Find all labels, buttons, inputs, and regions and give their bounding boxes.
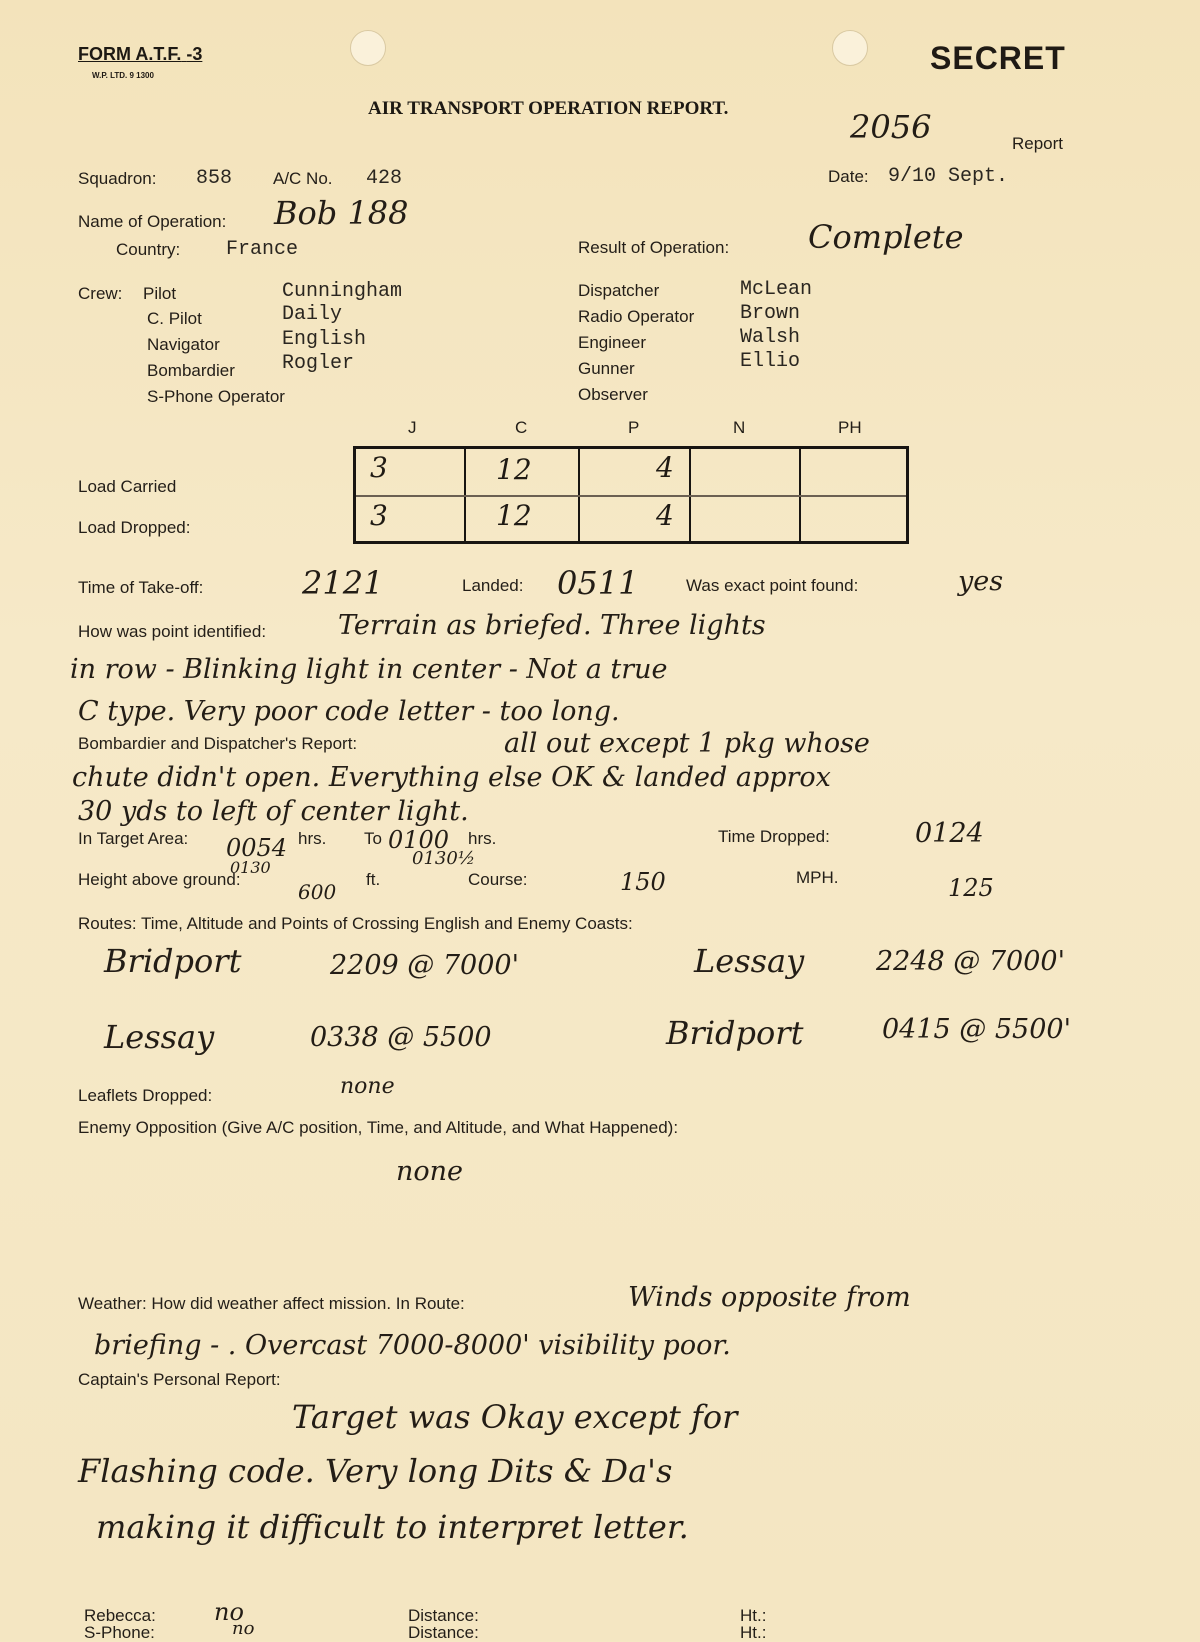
navigator-value: English <box>282 328 367 351</box>
load-carried-c: 12 <box>496 453 532 486</box>
identified-line-2: in row - Blinking light in center - Not a true <box>70 654 668 685</box>
route-1-time: 2209 @ 7000' <box>330 950 520 981</box>
result-value: Complete <box>808 218 964 256</box>
height-value: 600 <box>298 880 337 904</box>
captain-line-1: Target was Okay except for <box>292 1398 738 1436</box>
identified-label: How was point identified: <box>78 622 267 641</box>
pilot-value: Cunningham <box>282 280 403 303</box>
time-dropped-value: 0124 <box>915 818 984 849</box>
load-table <box>353 446 909 544</box>
load-col-c: C <box>515 418 528 437</box>
navigator-label: Navigator <box>147 335 220 354</box>
height-label: Height above ground: <box>78 870 241 889</box>
copilot-value: Daily <box>282 303 343 326</box>
crew-label: Crew: <box>78 284 123 303</box>
target-from-value: 0054 <box>226 834 288 862</box>
load-col-ph: PH <box>838 418 862 437</box>
target-to-alt-value: 0130½ <box>412 848 476 869</box>
mph-value: 125 <box>948 874 994 902</box>
form-code <box>78 44 202 65</box>
takeoff-label: Time of Take-off: <box>78 578 204 597</box>
load-col-p: P <box>628 418 640 437</box>
load-carried-j: 3 <box>370 451 388 484</box>
bombardier-report-line-3: 30 yds to left of center light. <box>78 796 469 827</box>
dispatcher-label: Dispatcher <box>578 281 660 300</box>
time-dropped-label: Time Dropped: <box>718 827 830 846</box>
country-value: France <box>226 238 299 261</box>
landed-value: 0511 <box>557 564 639 602</box>
leaflets-value: none <box>340 1074 395 1099</box>
sphone-distance-label: Distance: <box>408 1623 479 1642</box>
weather-line-1: Winds opposite from <box>628 1282 911 1313</box>
sphone-label: S-Phone: <box>84 1623 155 1642</box>
squadron-label: Squadron: <box>78 169 157 188</box>
enemy-label: Enemy Opposition (Give A/C position, Time, and Altitude, and What Happened): <box>78 1118 679 1137</box>
date-value: 9/10 Sept. <box>888 165 1009 188</box>
route-2-point: Lessay <box>104 1018 215 1056</box>
pilot-label: Pilot <box>143 284 177 303</box>
ac-value: 428 <box>366 167 403 190</box>
captain-line-2: Flashing code. Very long Dits & Da's <box>78 1452 673 1490</box>
exact-point-value: yes <box>958 566 1004 597</box>
identified-line-1: Terrain as briefed. Three lights <box>338 610 766 641</box>
exact-point-label: Was exact point found: <box>686 576 859 595</box>
load-dropped-p: 4 <box>656 499 674 532</box>
to-label: To <box>364 829 382 848</box>
form-title: AIR TRANSPORT OPERATION REPORT. <box>368 98 729 119</box>
target-area-label: In Target Area: <box>78 829 189 848</box>
form-code-suffix: -3 <box>186 44 203 64</box>
bombardier-report-line-1: all out except 1 pkg whose <box>504 728 870 759</box>
classification-stamp: SECRET <box>930 40 1066 76</box>
course-label: Course: <box>468 870 528 889</box>
route-2-point-2: Bridport <box>666 1014 804 1052</box>
bombardier-report-label: Bombardier and Dispatcher's Report: <box>78 734 358 753</box>
report-number: 2056 <box>850 108 932 146</box>
bombardier-report-line-2: chute didn't open. Everything else OK & landed approx <box>72 762 831 793</box>
rebecca-distance-label: Distance: <box>408 1606 479 1625</box>
country-label: Country: <box>116 240 181 259</box>
load-carried-label: Load Carried <box>78 477 177 496</box>
sphone-operator-label: S-Phone Operator <box>147 387 285 406</box>
load-dropped-j: 3 <box>370 499 388 532</box>
route-1-point: Bridport <box>104 942 242 980</box>
route-2-time: 0338 @ 5500 <box>310 1022 492 1053</box>
load-dropped-c: 12 <box>496 499 532 532</box>
target-to-value: 0100 <box>388 826 450 854</box>
printer-line: W.P. LTD. 9 1300 <box>92 71 154 80</box>
load-col-n: N <box>733 418 746 437</box>
ft-label: ft. <box>366 870 381 889</box>
captain-label: Captain's Personal Report: <box>78 1370 281 1389</box>
bombardier-label: Bombardier <box>147 361 235 380</box>
rebecca-value: no <box>214 1598 244 1626</box>
date-label: Date: <box>828 167 869 186</box>
report-label: Report <box>1012 134 1064 153</box>
sphone-ht-label: Ht.: <box>740 1623 767 1642</box>
punch-hole <box>350 30 386 66</box>
route-1-point-2: Lessay <box>694 942 805 980</box>
landed-label: Landed: <box>462 576 524 595</box>
squadron-value: 858 <box>196 167 233 190</box>
course-value: 150 <box>620 868 666 896</box>
mph-label: MPH. <box>796 868 839 887</box>
target-from-alt-value: 0130 <box>230 858 271 877</box>
form-code-text: FORM A.T.F. <box>78 44 182 64</box>
load-dropped-label: Load Dropped: <box>78 518 191 537</box>
gunner-value: Ellio <box>740 350 801 373</box>
radio-operator-label: Radio Operator <box>578 307 695 326</box>
rebecca-label: Rebecca: <box>84 1606 156 1625</box>
operation-name-value: Bob 188 <box>274 194 409 232</box>
route-1-time-2: 2248 @ 7000' <box>876 946 1066 977</box>
sphone-value: no <box>232 1618 255 1639</box>
load-col-j: J <box>408 418 417 437</box>
routes-label: Routes: Time, Altitude and Points of Crossing English and Enemy Coasts: <box>78 914 633 933</box>
rebecca-ht-label: Ht.: <box>740 1606 767 1625</box>
engineer-value: Walsh <box>740 326 801 349</box>
hrs-label-2: hrs. <box>468 829 497 848</box>
load-carried-p: 4 <box>656 451 674 484</box>
leaflets-label: Leaflets Dropped: <box>78 1086 213 1105</box>
engineer-label: Engineer <box>578 333 647 352</box>
punch-hole <box>832 30 868 66</box>
identified-line-3: C type. Very poor code letter - too long. <box>78 696 620 727</box>
operation-name-label: Name of Operation: <box>78 212 227 231</box>
dispatcher-value: McLean <box>740 278 813 301</box>
captain-line-3: making it difficult to interpret letter. <box>96 1508 689 1546</box>
weather-line-2: briefing - . Overcast 7000-8000' visibility poor. <box>94 1330 731 1361</box>
weather-label: Weather: How did weather affect mission. In Route: <box>78 1294 465 1313</box>
radio-operator-value: Brown <box>740 302 801 325</box>
route-2-time-2: 0415 @ 5500' <box>882 1014 1072 1045</box>
takeoff-value: 2121 <box>302 564 384 602</box>
enemy-value: none <box>396 1156 464 1187</box>
hrs-label: hrs. <box>298 829 327 848</box>
copilot-label: C. Pilot <box>147 309 202 328</box>
ac-label: A/C No. <box>273 169 333 188</box>
result-label: Result of Operation: <box>578 238 730 257</box>
gunner-label: Gunner <box>578 359 635 378</box>
observer-label: Observer <box>578 385 648 404</box>
bombardier-value: Rogler <box>282 352 355 375</box>
